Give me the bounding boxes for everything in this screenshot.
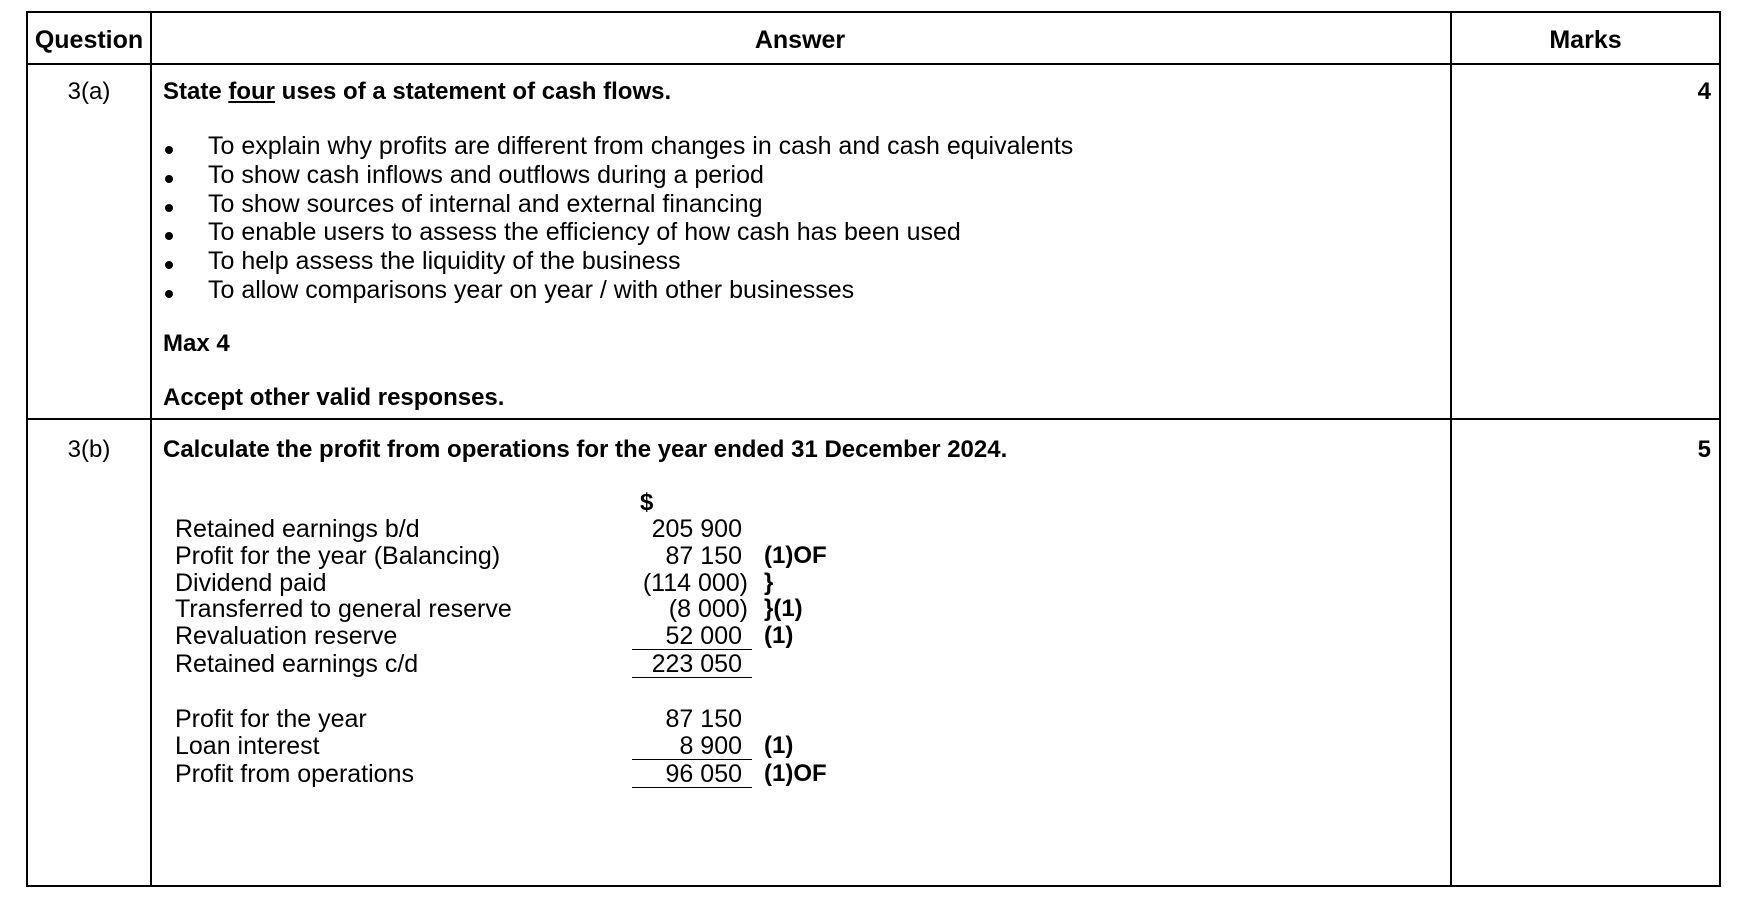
computation-value: 52 000 <box>665 622 742 650</box>
mark-scheme-table <box>26 11 1721 887</box>
computation-value: 87 150 <box>665 542 742 570</box>
computation-label: Revaluation reserve <box>175 622 398 650</box>
question-prompt-3a <box>163 78 671 106</box>
accept-note-3a: Accept other valid responses. <box>163 384 505 411</box>
currency-header: $ <box>640 489 654 516</box>
max-note-3a: Max 4 <box>163 330 230 357</box>
computation-label: Loan interest <box>175 732 320 760</box>
question-id-3a: 3(a) <box>67 78 111 105</box>
marks-3b: 5 <box>1697 436 1711 463</box>
bullet-icon <box>165 232 173 240</box>
total-rule <box>632 787 752 788</box>
mark-annotation: (1) <box>764 732 794 759</box>
computation-value: 205 900 <box>651 515 742 543</box>
header-question: Question <box>34 26 144 54</box>
total-rule <box>632 677 752 678</box>
computation-value: 8 900 <box>679 732 742 760</box>
header-divider <box>28 63 1719 65</box>
computation-label: Profit from operations <box>175 760 414 788</box>
bullet-icon <box>165 204 173 212</box>
prompt-underlined-word: four <box>228 78 276 105</box>
bullet-item: To enable users to assess the efficiency of how cash has been used <box>208 218 961 246</box>
computation-label: Transferred to general reserve <box>175 595 512 623</box>
computation-value: 87 150 <box>665 705 742 733</box>
bullet-item: To explain why profits are different from changes in cash and cash equivalents <box>208 132 1074 160</box>
mark-annotation: (1) <box>764 622 794 649</box>
computation-label: Retained earnings b/d <box>175 515 420 543</box>
question-prompt-3b: Calculate the profit from operations for the year ended 31 December 2024. <box>163 436 1008 463</box>
mark-annotation: (1)OF <box>764 542 827 569</box>
prompt-text: uses of a statement of cash flows. <box>275 78 672 105</box>
bullet-item: To allow comparisons year on year / with other businesses <box>208 276 855 304</box>
question-column-divider <box>150 13 152 885</box>
computation-label: Dividend paid <box>175 569 327 597</box>
header-answer: Answer <box>754 26 846 54</box>
header-marks: Marks <box>1549 26 1622 54</box>
computation-value: (114 000) <box>642 569 748 597</box>
bullet-icon <box>165 175 173 183</box>
mark-annotation: (1)OF <box>764 760 827 787</box>
mark-annotation: } <box>764 569 774 596</box>
bullet-item: To help assess the liquidity of the business <box>208 247 681 275</box>
computation-value: 223 050 <box>651 650 742 678</box>
question-id-3b: 3(b) <box>67 436 111 463</box>
computation-label: Profit for the year <box>175 705 367 733</box>
bullet-icon <box>165 261 173 269</box>
marks-column-divider <box>1450 13 1452 885</box>
computation-label: Retained earnings c/d <box>175 650 419 678</box>
mark-annotation: }(1) <box>764 595 803 622</box>
row-divider <box>28 418 1719 420</box>
bullet-item: To show cash inflows and outflows during a period <box>208 161 764 189</box>
prompt-text: State <box>163 78 229 105</box>
computation-value: 96 050 <box>665 760 742 788</box>
computation-value: (8 000) <box>668 595 748 623</box>
bullet-icon <box>165 146 173 154</box>
bullet-item: To show sources of internal and external financing <box>208 190 763 218</box>
computation-label: Profit for the year (Balancing) <box>175 542 501 570</box>
marks-3a: 4 <box>1697 78 1711 105</box>
bullet-icon <box>165 290 173 298</box>
